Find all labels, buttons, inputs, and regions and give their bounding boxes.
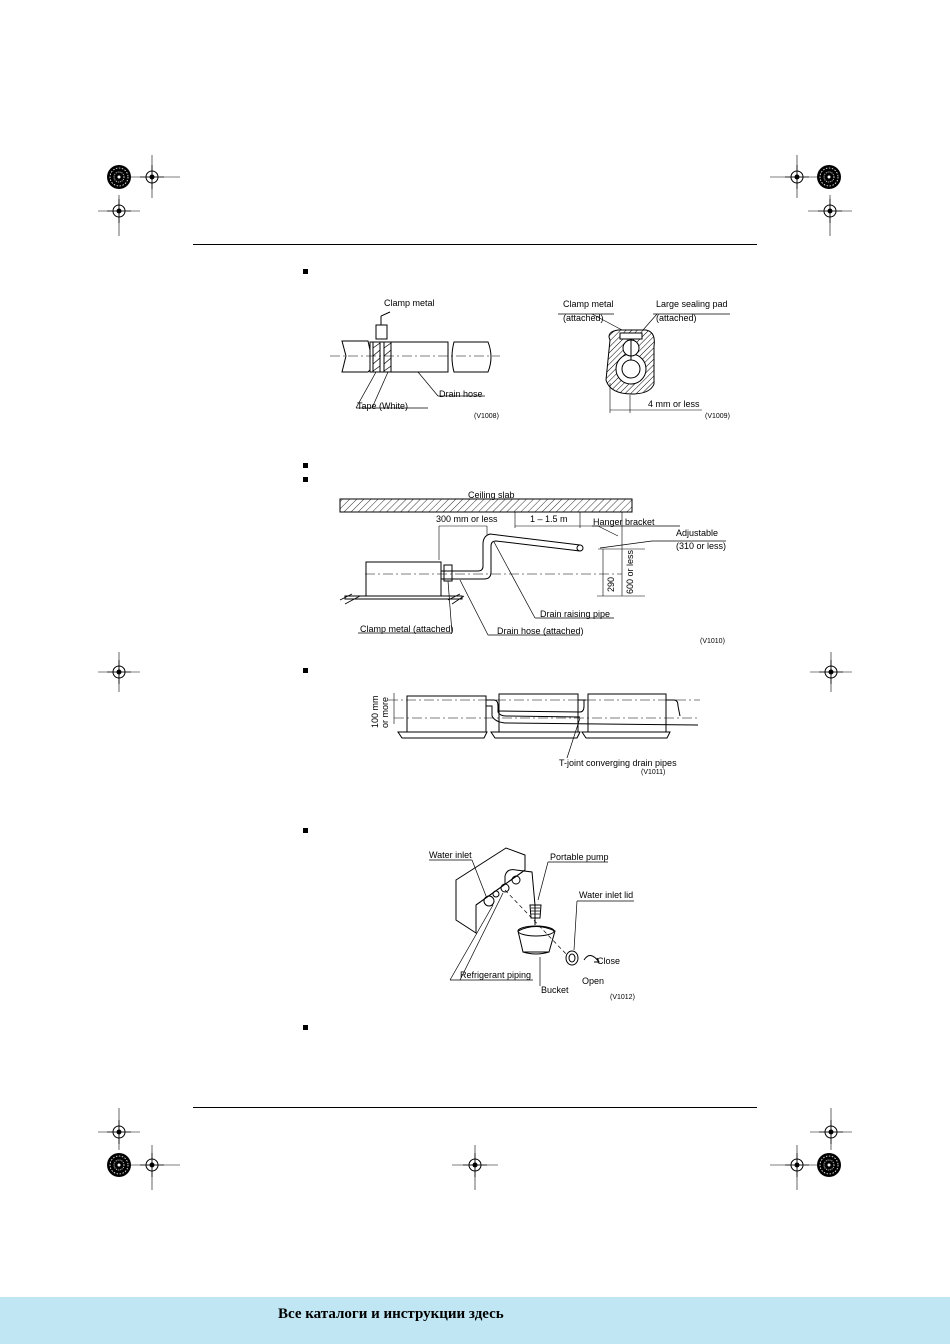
drain-raising-pipe-label: Drain raising pipe bbox=[540, 609, 611, 619]
figure-code-v1010: (V1010) bbox=[700, 638, 725, 645]
portable-pump-label: Portable pump bbox=[550, 852, 609, 862]
refrigerant-piping-label: Refrigerant piping bbox=[460, 970, 532, 980]
close-label: Close bbox=[597, 956, 621, 966]
adjustable-label: Adjustable bbox=[676, 528, 719, 538]
four-mm-label: 4 mm or less bbox=[648, 399, 700, 409]
drain-hose-label: Drain hose bbox=[439, 389, 483, 399]
dist-1-15-label: 1 – 1.5 m bbox=[530, 514, 568, 524]
figure-code-v1008: (V1008) bbox=[474, 413, 499, 420]
clamp-metal-2-label: Clamp metal bbox=[563, 299, 614, 309]
hanger-bracket-label: Hanger bracket bbox=[593, 517, 655, 527]
dim-600-label: 600 or less bbox=[625, 549, 635, 594]
catalog-link[interactable]: Все каталоги и инструкции здесь bbox=[278, 1306, 504, 1322]
attached-1-label: (attached) bbox=[563, 313, 604, 323]
water-inlet-label: Water inlet bbox=[429, 850, 472, 860]
dim-290-label: 290 bbox=[606, 576, 616, 592]
adjustable-sub-label: (310 or less) bbox=[676, 541, 727, 551]
figure-code-v1011: (V1011) bbox=[641, 769, 666, 776]
dist-300-label: 300 mm or less bbox=[436, 514, 498, 524]
attached-2-label: (attached) bbox=[656, 313, 697, 323]
clamp-metal-attached-label: Clamp metal (attached) bbox=[360, 624, 454, 634]
open-label: Open bbox=[582, 976, 605, 986]
drain-hose-attached-label: Drain hose (attached) bbox=[497, 626, 584, 636]
clamp-metal-label: Clamp metal bbox=[384, 298, 435, 308]
ceiling-slab-label: Ceiling slab bbox=[468, 490, 515, 500]
water-inlet-lid-label: Water inlet lid bbox=[579, 890, 634, 900]
dim-more-label: or more bbox=[380, 696, 390, 728]
tape-white-label: Tape (White) bbox=[357, 401, 409, 411]
large-sealing-pad-label: Large sealing pad bbox=[656, 299, 728, 309]
dim-100-label: 100 mm bbox=[370, 695, 380, 728]
figure-code-v1009: (V1009) bbox=[705, 413, 730, 420]
bucket-label: Bucket bbox=[541, 985, 569, 995]
figure-code-v1012: (V1012) bbox=[610, 994, 635, 1001]
t-joint-label: T-joint converging drain pipes bbox=[559, 758, 677, 768]
